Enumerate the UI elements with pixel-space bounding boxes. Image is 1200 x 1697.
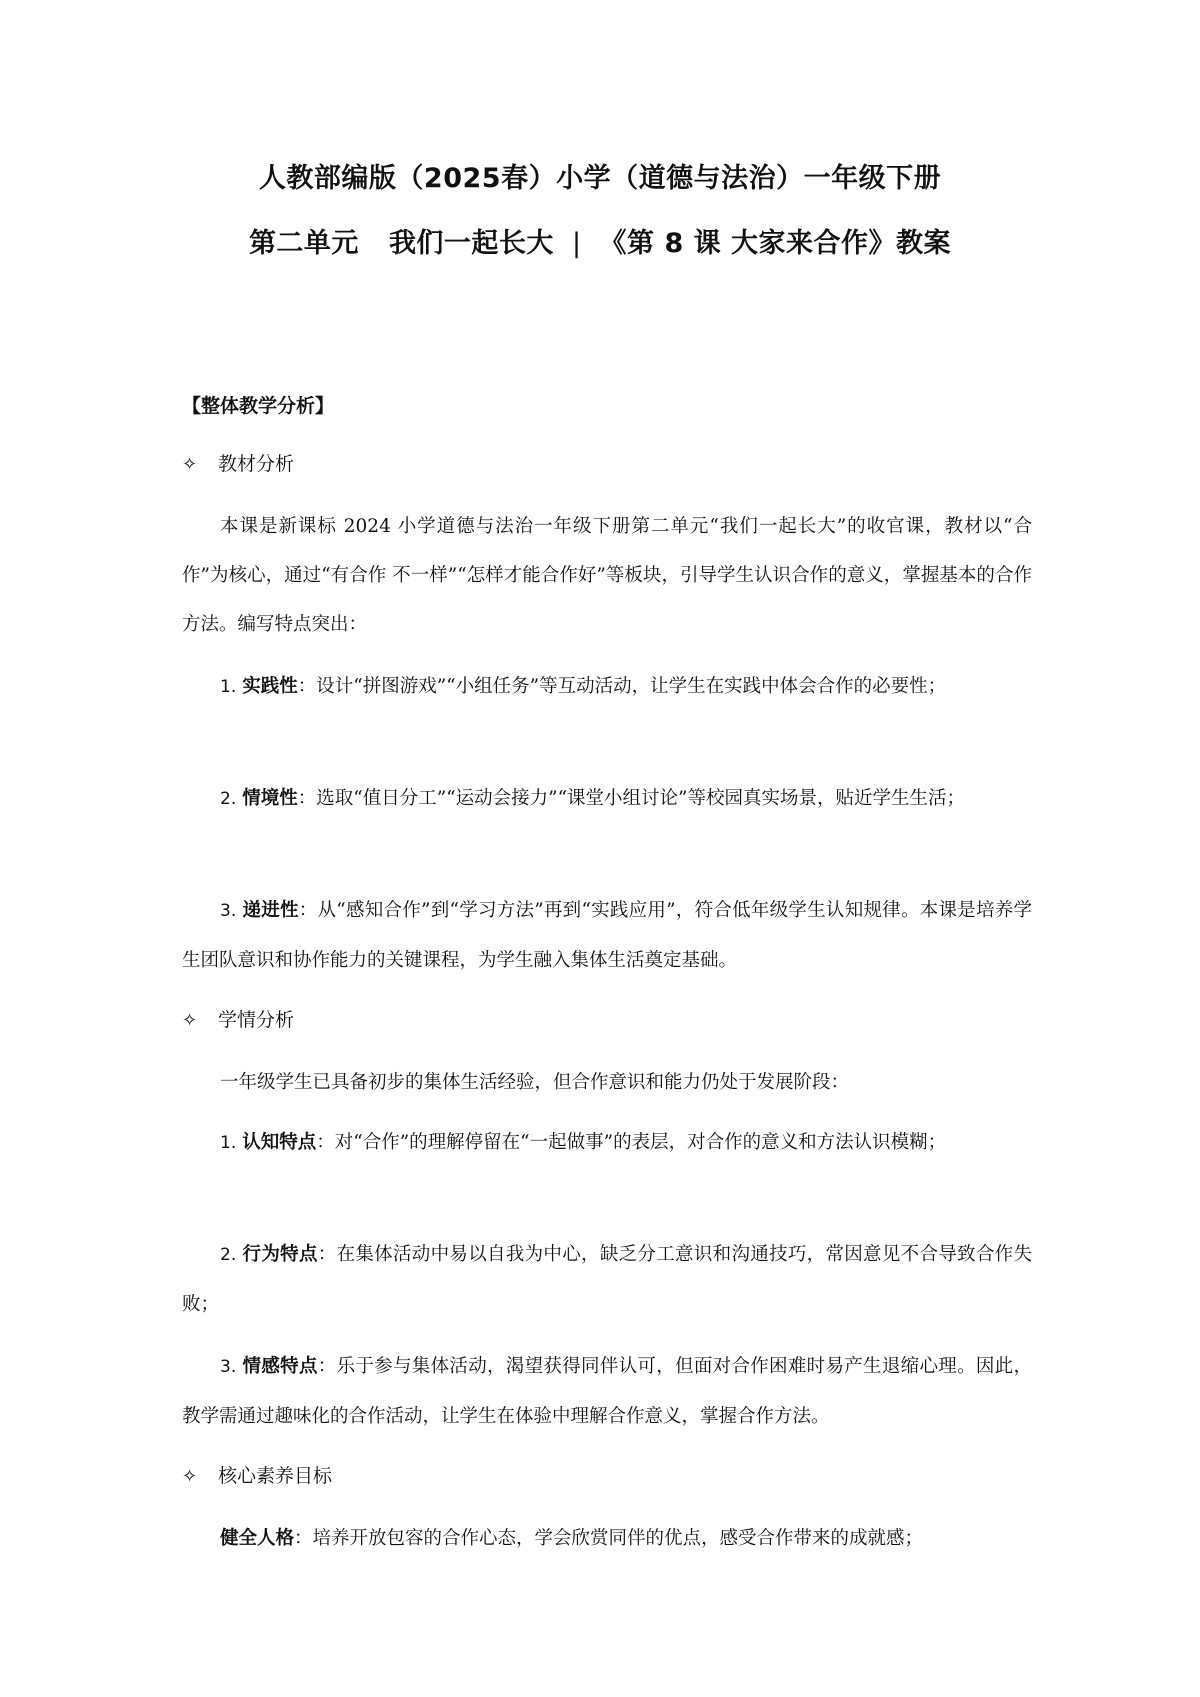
- learner-analysis-heading: [182, 1000, 1032, 1041]
- item-text: ：对“合作”的理解停留在“一起做事”的表层，对合作的意义和方法认识模糊；: [316, 1132, 947, 1153]
- document-title: [0, 156, 1200, 195]
- textbook-intro-paragraph: 本课是新课标 2024 小学道德与法治一年级下册第二单元“我们一起长大”的收官课，教材以“合作”为核心，通过“有合作 不一样”“怎样才能合作好”等板块，引导学生认识合作的意义，掌握基本的合作方法。编写特点突出：: [182, 516, 1032, 635]
- learner-item-behavior: [182, 1230, 1032, 1329]
- diamond-bullet-icon: ✧: [182, 1010, 198, 1031]
- title-separator: |: [571, 228, 582, 259]
- title-line-1: 人教部编版（2025春）小学（道德与法治）一年级下册: [258, 163, 942, 194]
- core-heading-label: 核心素养目标: [218, 1465, 333, 1487]
- item-text: ：培养开放包容的合作心态，学会欣赏同伴的优点，感受合作带来的成就感；: [294, 1528, 924, 1549]
- item-lead: 情感特点: [242, 1356, 318, 1377]
- unit-label: 第二单元: [248, 228, 359, 259]
- textbook-item-progression: [182, 886, 1032, 985]
- textbook-heading-label: 教材分析: [218, 453, 295, 475]
- item-lead: 情境性: [242, 788, 298, 809]
- item-lead: 健全人格: [220, 1528, 295, 1549]
- core-item-personality: [182, 1514, 1032, 1563]
- item-lead: 实践性: [242, 676, 298, 697]
- learner-item-cognition: [182, 1118, 1032, 1168]
- item-number: 1.: [220, 1133, 237, 1153]
- learner-heading-label: 学情分析: [218, 1009, 295, 1031]
- learner-intro-paragraph: 一年级学生已具备初步的集体生活经验，但合作意识和能力仍处于发展阶段：: [220, 1072, 850, 1093]
- overall-analysis-heading: 【整体教学分析】: [182, 395, 335, 417]
- document-subtitle: [0, 221, 1200, 260]
- item-lead: 递进性: [242, 900, 299, 921]
- diamond-bullet-icon: ✧: [182, 1466, 198, 1487]
- textbook-analysis-heading: [182, 444, 1032, 485]
- item-lead: 认知特点: [242, 1132, 317, 1153]
- textbook-item-context: [182, 774, 1032, 824]
- item-number: 2.: [220, 1245, 237, 1265]
- textbook-item-practice: [182, 662, 1032, 712]
- item-number: 1.: [220, 677, 237, 697]
- unit-name: 我们一起长大: [388, 228, 554, 259]
- item-number: 3.: [220, 1357, 237, 1377]
- diamond-bullet-icon: ✧: [182, 454, 198, 475]
- item-text: ：乐于参与集体活动，渴望获得同伴认可，但面对合作困难时易产生退缩心理。因此，教学需通过趣味化的合作活动，让学生在体验中理解合作意义，掌握合作方法。: [182, 1356, 1032, 1427]
- item-text: ：在集体活动中易以自我为中心，缺乏分工意识和沟通技巧，常因意见不合导致合作失败；: [182, 1244, 1032, 1315]
- learner-item-emotion: [182, 1342, 1032, 1441]
- item-lead: 行为特点: [242, 1244, 318, 1265]
- item-number: 2.: [220, 789, 237, 809]
- lesson-title: 《第 8 课 大家来合作》教案: [599, 228, 952, 259]
- item-text: ：设计“拼图游戏”“小组任务”等互动活动，让学生在实践中体会合作的必要性；: [297, 676, 947, 697]
- core-literacy-heading: [182, 1456, 1032, 1497]
- item-number: 3.: [220, 901, 237, 921]
- item-text: ：选取“值日分工”“运动会接力”“课堂小组讨论”等校园真实场景，贴近学生生活；: [297, 788, 965, 809]
- item-text: ：从“感知合作”到“学习方法”再到“实践应用”，符合低年级学生认知规律。本课是培养学生团队意识和协作能力的关键课程，为学生融入集体生活奠定基础。: [182, 900, 1032, 971]
